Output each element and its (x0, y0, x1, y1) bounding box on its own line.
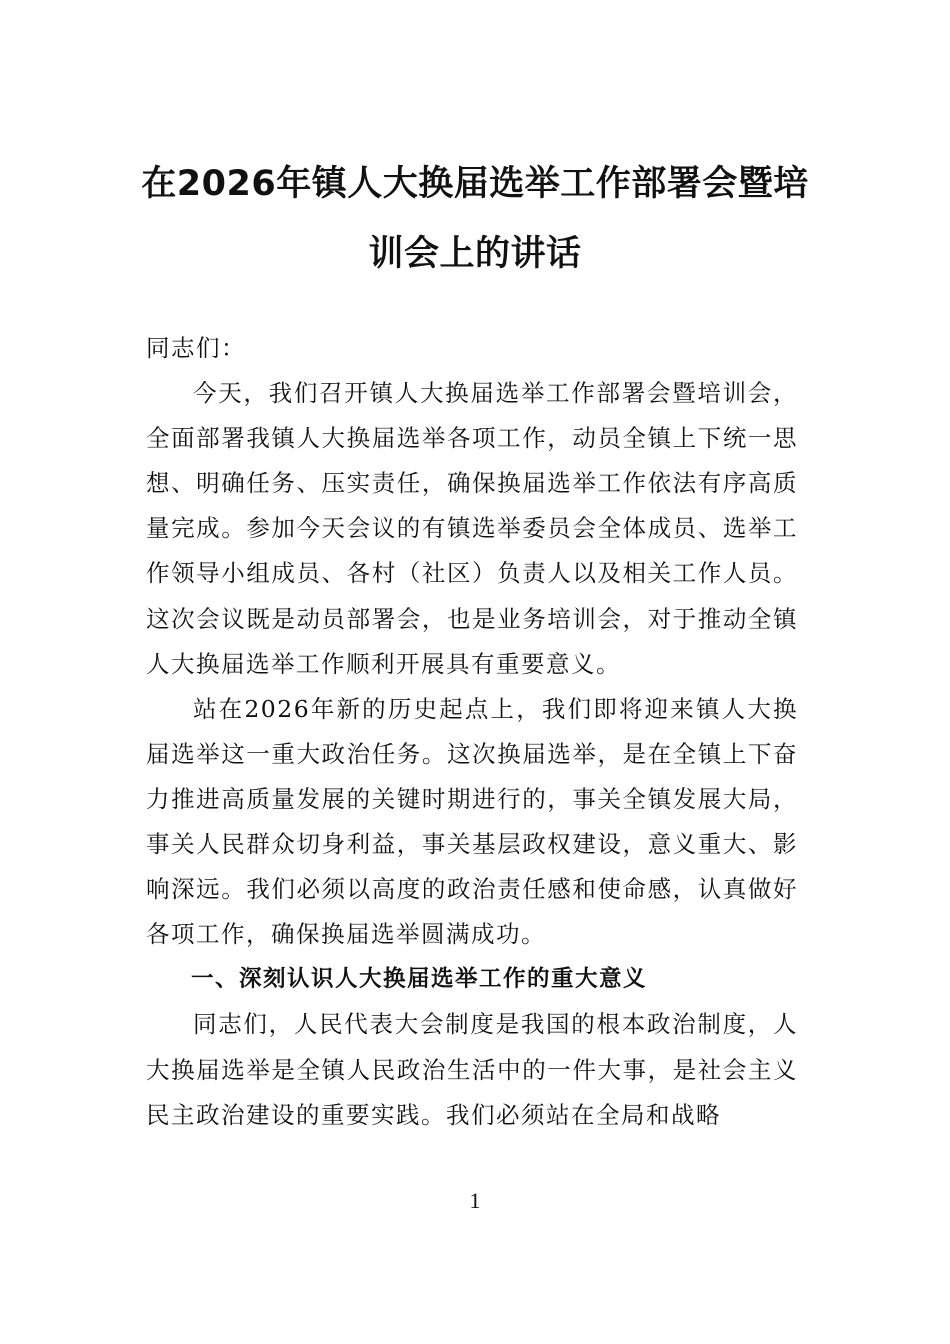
document-body (146, 326, 798, 1138)
paragraph-opening: 今天，我们召开镇人大换届选举工作部署会暨培训会，全面部署我镇人大换届选举各项工作，动员全镇上下统一思想、明确任务、压实责任，确保换届选举工作依法有序高质量完成。参加今天会议的有镇选举委员会全体成员、选举工作领导小组成员、各村（社区）负责人以及相关工作人员。这次会议既是动员部署会，也是业务培训会，对于推动全镇人大换届选举工作顺利开展具有重要意义。 (146, 379, 798, 678)
salutation: 同志们： (146, 334, 246, 362)
document-title: 在2026年镇人大换届选举工作部署会暨培训会上的讲话 (141, 164, 809, 274)
section-paragraph: 同志们，人民代表大会制度是我国的根本政治制度，人大换届选举是全镇人民政治生活中的一件大事，是社会主义民主政治建设的重要实践。我们必须站在全局和战略 (146, 1010, 798, 1129)
paragraph-context: 站在2026年新的历史起点上，我们即将迎来镇人大换届选举这一重大政治任务。这次换届选举，是在全镇上下奋力推进高质量发展的关键时期进行的，事关全镇发展大局，事关人民群众切身利益，事关基层政权建设，意义重大、影响深远。我们必须以高度的政治责任感和使命感，认真做好各项工作，确保换届选举圆满成功。 (146, 694, 798, 949)
section-heading: 一、深刻认识人大换届选举工作的重大意义 (191, 966, 648, 993)
page-number: 1 (469, 1188, 481, 1213)
